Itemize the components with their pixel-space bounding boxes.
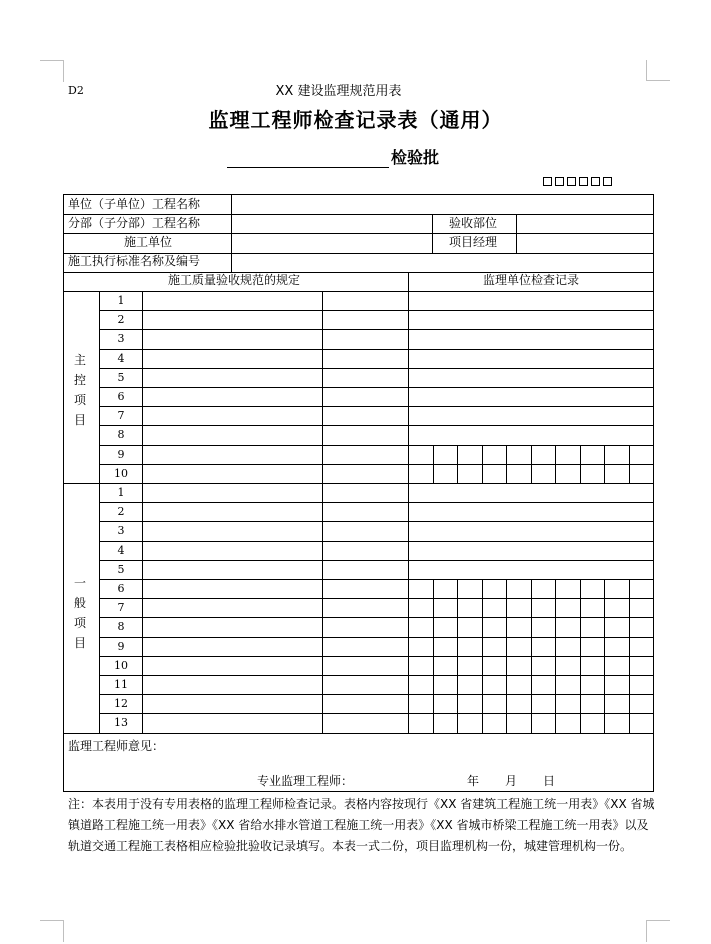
general-item-number: 9 <box>117 640 125 653</box>
grid-line <box>64 291 653 292</box>
grid-line <box>506 579 507 733</box>
grid-line <box>99 387 653 388</box>
grid-line <box>99 445 653 446</box>
crop-mark-top-left-v <box>63 60 64 82</box>
general-item-number: 7 <box>117 601 125 614</box>
project-manager-label: 项目经理 <box>449 235 498 249</box>
grid-line <box>99 713 653 714</box>
grid-line <box>64 272 653 273</box>
grid-line <box>629 445 630 483</box>
grid-line <box>555 579 556 733</box>
crop-mark-bottom-left-v <box>63 920 64 942</box>
general-item-number: 12 <box>114 697 128 710</box>
form-code-boxes[interactable] <box>543 177 613 186</box>
grid-line <box>64 253 653 254</box>
contractor-label: 施工单位 <box>124 235 173 249</box>
page-code: D2 <box>68 84 84 97</box>
grid-line <box>580 445 581 483</box>
grid-line <box>99 560 653 561</box>
grid-line <box>99 579 653 580</box>
form-series: XX 建设监理规范用表 <box>275 84 402 99</box>
general-item-number: 2 <box>117 505 125 518</box>
grid-line <box>433 579 434 733</box>
main-item-number: 6 <box>117 390 125 403</box>
general-item-number: 3 <box>117 524 125 537</box>
standard-label: 施工执行标准名称及编号 <box>68 254 201 268</box>
grid-line <box>99 406 653 407</box>
grid-line <box>629 579 630 733</box>
year-label: 年 <box>467 774 480 788</box>
grid-line <box>64 483 653 484</box>
batch-name-blank <box>227 149 389 168</box>
crop-mark-top-right-v <box>646 60 647 81</box>
general-item-number: 6 <box>117 582 125 595</box>
code-box <box>555 177 564 186</box>
general-item-number: 11 <box>114 678 128 691</box>
crop-mark-top-left-h <box>40 60 64 61</box>
division-project-label: 分部（子分部）工程名称 <box>68 216 201 230</box>
grid-line <box>99 329 653 330</box>
grid-line <box>99 598 653 599</box>
grid-line <box>64 233 653 234</box>
grid-line <box>322 291 323 733</box>
code-box <box>543 177 552 186</box>
grid-line <box>531 579 532 733</box>
grid-line <box>99 425 653 426</box>
grid-line <box>99 656 653 657</box>
general-item-number: 13 <box>114 716 128 729</box>
grid-line <box>99 310 653 311</box>
page-title: 监理工程师检查记录表（通用） <box>208 108 503 132</box>
general-item-number: 10 <box>114 659 128 672</box>
code-box <box>603 177 612 186</box>
grid-line <box>142 291 143 733</box>
spec-header: 施工质量验收规范的规定 <box>168 273 301 287</box>
grid-line <box>580 579 581 733</box>
main-item-number: 4 <box>117 352 125 365</box>
grid-line <box>457 579 458 733</box>
grid-line <box>604 579 605 733</box>
grid-line <box>231 195 232 272</box>
crop-mark-bottom-right-v <box>646 920 647 942</box>
supervisor-opinion-label: 监理工程师意见： <box>68 739 165 753</box>
main-item-number: 8 <box>117 428 125 441</box>
inspection-batch-field[interactable] <box>227 145 439 168</box>
record-header: 监理单位检查记录 <box>483 273 580 287</box>
main-item-number: 3 <box>117 332 125 345</box>
general-item-number: 8 <box>117 620 125 633</box>
grid-line <box>408 272 409 733</box>
grid-line <box>457 445 458 483</box>
grid-line <box>64 214 653 215</box>
grid-line <box>99 502 653 503</box>
grid-line <box>99 464 653 465</box>
main-item-number: 5 <box>117 371 125 384</box>
main-items-label: 主 控 项 目 <box>73 353 86 427</box>
grid-line <box>482 445 483 483</box>
main-item-number: 10 <box>114 467 128 480</box>
footnote: 注：本表用于没有专用表格的监理工程师检查记录。表格内容按现行《XX 省建筑工程施工统一用表》《XX 省城镇道路工程施工统一用表》《XX 省给水排水管道工程施工统一用表》《XX 省城市桥梁工程施工统一用表》以及轨道交通工程施工表格相应检验批验收记录填写。本表一式二份，项目监理机构一份，城建管理机构一份。 <box>68 797 655 853</box>
grid-line <box>482 579 483 733</box>
grid-line <box>99 675 653 676</box>
general-item-number: 5 <box>117 563 125 576</box>
code-box <box>579 177 588 186</box>
grid-line <box>99 694 653 695</box>
code-box <box>591 177 600 186</box>
unit-project-label: 单位（子单位）工程名称 <box>68 197 201 211</box>
crop-mark-bottom-left-h <box>40 920 64 921</box>
main-item-number: 1 <box>117 294 125 307</box>
general-item-number: 1 <box>117 486 125 499</box>
general-items-label: 一 般 项 目 <box>73 576 86 650</box>
grid-line <box>99 541 653 542</box>
grid-line <box>99 521 653 522</box>
inspection-record-table <box>63 194 654 792</box>
grid-line <box>433 445 434 483</box>
month-label: 月 <box>505 774 518 788</box>
main-item-number: 9 <box>117 448 125 461</box>
general-item-number: 4 <box>117 544 125 557</box>
crop-mark-bottom-right-h <box>646 920 670 921</box>
grid-line <box>99 349 653 350</box>
batch-suffix: 检验批 <box>391 148 440 167</box>
grid-line <box>506 445 507 483</box>
day-label: 日 <box>543 774 556 788</box>
grid-line <box>99 368 653 369</box>
main-item-number: 2 <box>117 313 125 326</box>
acceptance-part-label: 验收部位 <box>449 216 498 230</box>
code-box <box>567 177 576 186</box>
main-item-number: 7 <box>117 409 125 422</box>
grid-line <box>99 617 653 618</box>
grid-line <box>432 214 433 253</box>
engineer-sign-label: 专业监理工程师： <box>257 774 354 788</box>
grid-line <box>99 637 653 638</box>
grid-line <box>531 445 532 483</box>
grid-line <box>64 733 653 734</box>
grid-line <box>516 214 517 253</box>
grid-line <box>555 445 556 483</box>
grid-line <box>604 445 605 483</box>
